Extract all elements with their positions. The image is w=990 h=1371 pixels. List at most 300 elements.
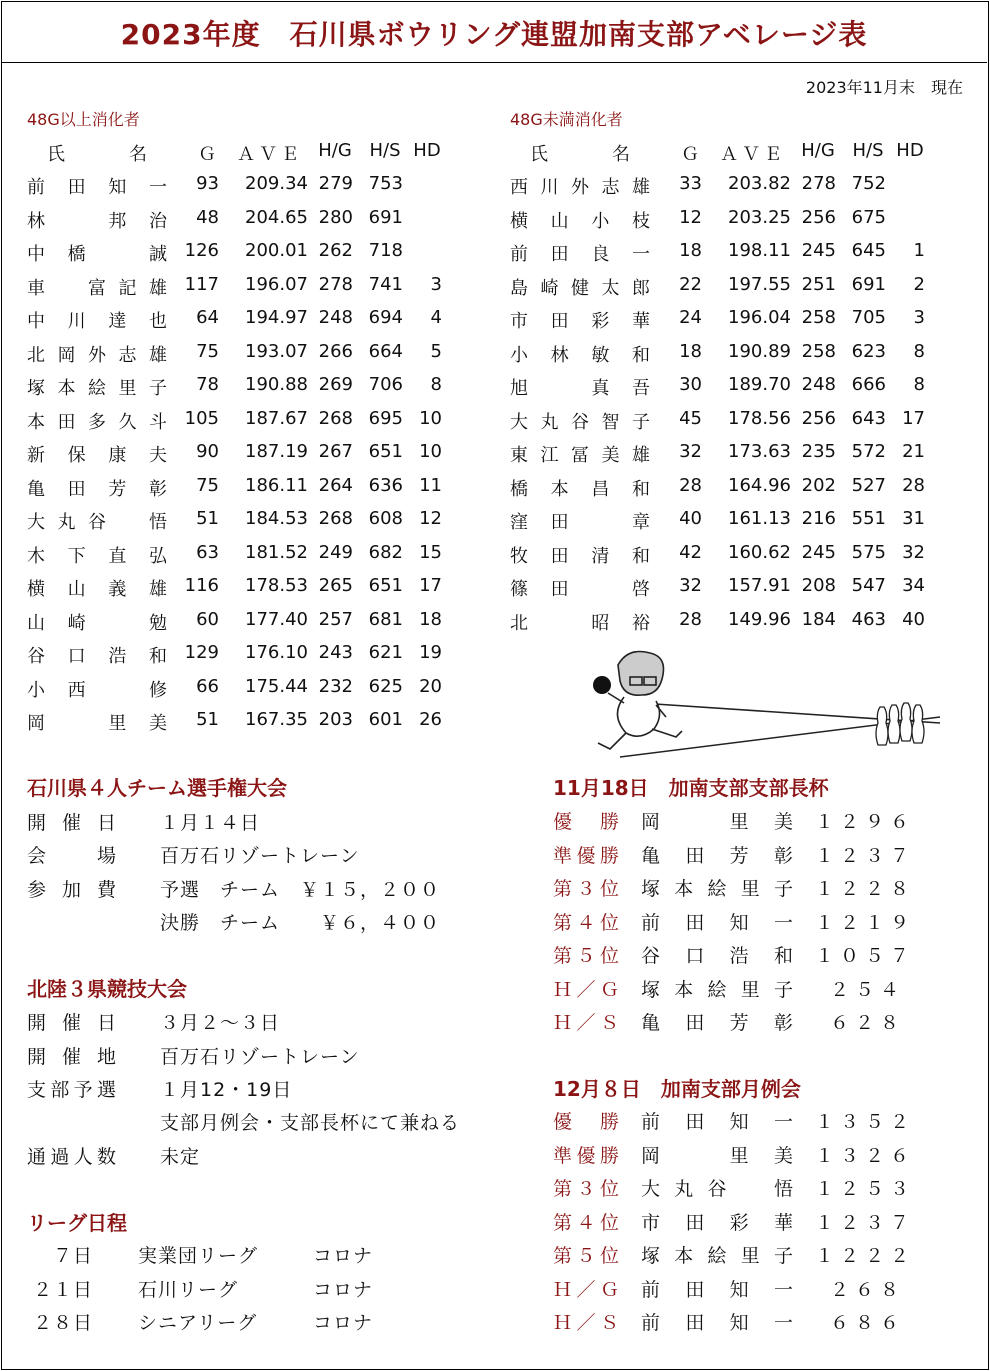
league-name: シニアリーグ	[138, 1312, 258, 1334]
result-score: １０５７	[815, 945, 916, 967]
title-bar	[1, 1, 987, 63]
result-name: 谷口浩和	[641, 945, 793, 967]
result-row	[553, 1241, 916, 1271]
high-game: 268	[318, 407, 353, 429]
games: 28	[679, 474, 702, 496]
table-header	[27, 140, 447, 173]
player-name: 北 昭裕	[510, 612, 650, 634]
header-hg: H/G	[318, 140, 352, 161]
high-game: 208	[801, 575, 836, 596]
result-name: 前田知一	[641, 1312, 793, 1334]
table-row	[510, 240, 930, 274]
high-game: 269	[318, 374, 353, 395]
handicap: 12	[419, 508, 442, 529]
hokuriku-date: ３月２～３日	[160, 1012, 281, 1034]
result-rank: 準優勝	[553, 1144, 619, 1167]
result-name: 前田知一	[641, 911, 793, 934]
high-series: 572	[851, 441, 886, 462]
average: 175.44	[245, 675, 308, 697]
player-name: 市田彩華	[510, 311, 650, 332]
hokuriku-date-label: 開催日	[27, 1012, 117, 1034]
high-series: 706	[368, 374, 403, 395]
high-series: 608	[368, 508, 403, 529]
average: 194.97	[245, 307, 308, 328]
games: 64	[196, 307, 219, 328]
team-fee-final: 決勝 チーム ￥６，４００	[160, 912, 441, 934]
high-game: 248	[801, 374, 836, 395]
average: 196.04	[728, 307, 791, 328]
games: 126	[184, 240, 219, 261]
high-series: 718	[368, 240, 403, 261]
high-series: 527	[851, 474, 886, 496]
header-hs: H/S	[369, 140, 401, 161]
player-name: 大丸谷 悟	[27, 512, 167, 533]
high-game: 258	[801, 340, 836, 362]
player-name: 新保康夫	[27, 445, 167, 466]
header-hd: HD	[413, 140, 441, 161]
team-fee-prelim: 予選 チーム ￥１５，２００	[160, 879, 441, 901]
table-header	[510, 140, 930, 173]
player-name: 島崎健太郎	[510, 277, 650, 299]
bowling-ball-icon	[593, 676, 611, 694]
high-series: 681	[368, 608, 403, 630]
hokuriku-venue-label: 開催地	[27, 1046, 117, 1068]
high-game: 256	[801, 206, 836, 228]
player-name: 岡 里美	[27, 713, 167, 734]
handicap: 21	[902, 441, 925, 462]
league-day: ２８日	[32, 1312, 93, 1334]
average: 190.89	[728, 340, 791, 362]
header-ave: ＡＶＥ	[720, 144, 786, 165]
handicap: 31	[902, 508, 925, 529]
table-row	[27, 676, 447, 710]
result-rank: 優勝	[553, 1111, 619, 1133]
result-row	[553, 1008, 913, 1038]
games: 78	[196, 374, 219, 395]
handicap: 17	[419, 575, 442, 596]
high-series: 651	[368, 575, 403, 596]
average: 187.67	[245, 407, 308, 429]
result-row	[553, 1107, 916, 1137]
high-series: 666	[851, 374, 886, 395]
average: 177.40	[245, 608, 308, 630]
handicap: 11	[419, 474, 442, 496]
average: 197.55	[728, 273, 791, 295]
high-game: 248	[318, 307, 353, 328]
high-series: 625	[368, 675, 403, 697]
table-row	[27, 173, 447, 207]
average: 187.19	[245, 441, 308, 462]
result-rank: 第５位	[553, 1245, 619, 1267]
league-name: 石川リーグ	[138, 1278, 239, 1301]
player-name: 旭 真吾	[510, 378, 650, 399]
result-name: 市田彩華	[641, 1211, 793, 1234]
high-series: 682	[368, 541, 403, 563]
result-score: １２５３	[815, 1178, 916, 1200]
table-row	[510, 274, 930, 308]
high-game: 245	[801, 541, 836, 563]
result-row	[553, 1141, 916, 1171]
games: 32	[679, 575, 702, 596]
header-name: 氏 名	[530, 144, 630, 165]
average: 186.11	[245, 474, 308, 496]
player-name: 亀田芳彰	[27, 478, 167, 500]
high-game: 257	[318, 608, 353, 630]
player-name: 小林敏和	[510, 344, 650, 366]
high-game: 266	[318, 340, 353, 362]
handicap: 8	[913, 340, 925, 362]
cup-heading: 11月18日 加南支部支部長杯	[553, 776, 829, 800]
handicap: 15	[419, 541, 442, 563]
league-day: ７日	[52, 1245, 93, 1267]
result-rank: 優勝	[553, 811, 619, 833]
hokuriku-prelim: １月12・19日	[160, 1079, 293, 1101]
games: 66	[196, 675, 219, 697]
high-series: 636	[368, 474, 403, 496]
right-table-label: 48G未満消化者	[510, 110, 623, 129]
games: 12	[679, 206, 702, 228]
league-status: コロナ	[313, 1278, 374, 1301]
table-row	[510, 575, 930, 609]
high-game: 279	[318, 173, 353, 194]
player-name: 前田知一	[27, 177, 167, 198]
high-series: 623	[851, 340, 886, 362]
games: 18	[679, 240, 702, 261]
games: 22	[679, 273, 702, 295]
table-row	[27, 475, 447, 509]
table-row	[27, 207, 447, 241]
games: 105	[184, 407, 219, 429]
table-row	[27, 341, 447, 375]
games: 90	[196, 441, 219, 462]
result-score: ２６８	[829, 1278, 905, 1301]
games: 75	[196, 474, 219, 496]
result-row	[553, 1174, 916, 1204]
high-game: 256	[801, 407, 836, 429]
result-row	[553, 841, 916, 871]
player-name: 木下直弘	[27, 545, 167, 567]
table-row	[510, 307, 930, 341]
player-name: 北岡外志雄	[27, 344, 167, 366]
left-table-label: 48G以上消化者	[27, 110, 140, 129]
result-score: １３５２	[815, 1111, 916, 1133]
team-date: １月１４日	[160, 812, 261, 834]
result-score: １３２６	[815, 1144, 916, 1167]
games: 51	[196, 709, 219, 730]
handicap: 34	[902, 575, 925, 596]
league-status: コロナ	[313, 1245, 374, 1267]
average: 161.13	[728, 508, 791, 529]
high-game: 203	[318, 709, 353, 730]
result-name: 亀田芳彰	[641, 844, 793, 867]
table-row	[27, 642, 447, 676]
player-name: 東江冨美雄	[510, 445, 650, 466]
bowling-pins-icon	[876, 703, 924, 745]
handicap: 18	[419, 608, 442, 630]
player-name: 中橋 誠	[27, 244, 167, 265]
high-game: 267	[318, 441, 353, 462]
result-score: ２５４	[829, 978, 905, 1001]
high-series: 645	[851, 240, 886, 261]
player-name: 横山義雄	[27, 579, 167, 600]
player-name: 窪田 章	[510, 512, 650, 533]
table-row	[510, 374, 930, 408]
header-ave: ＡＶＥ	[237, 144, 303, 165]
average: 196.07	[245, 273, 308, 295]
high-series: 753	[368, 173, 403, 194]
player-name: 横山小枝	[510, 210, 650, 232]
games: 28	[679, 608, 702, 630]
table-row	[510, 207, 930, 241]
hokuriku-pass: 未定	[160, 1146, 201, 1168]
table-row	[27, 307, 447, 341]
average: 204.65	[245, 206, 308, 228]
average: 149.96	[728, 608, 791, 630]
result-rank: Ｈ／Ｓ	[553, 1012, 619, 1034]
high-game: 258	[801, 307, 836, 328]
average: 181.52	[245, 541, 308, 563]
high-series: 664	[368, 340, 403, 362]
high-game: 262	[318, 240, 353, 261]
high-game: 268	[318, 508, 353, 529]
result-score: １２２８	[815, 878, 916, 900]
games: 40	[679, 508, 702, 529]
average: 190.88	[245, 374, 308, 395]
handicap: 4	[430, 307, 442, 328]
high-game: 232	[318, 675, 353, 697]
average: 198.11	[728, 240, 791, 261]
table-row	[510, 475, 930, 509]
result-score: ６２８	[829, 1012, 905, 1034]
high-game: 184	[801, 608, 836, 630]
average: 178.56	[728, 407, 791, 429]
handicap: 32	[902, 541, 925, 563]
handicap: 3	[913, 307, 925, 328]
result-rank: 第４位	[553, 1211, 619, 1234]
player-name: 篠田 啓	[510, 579, 650, 600]
player-name: 塚本絵里子	[27, 378, 167, 399]
handicap: 1	[913, 240, 925, 261]
high-game: 251	[801, 273, 836, 295]
result-name: 前田知一	[641, 1278, 793, 1301]
result-score: １２９６	[815, 811, 916, 833]
games: 117	[184, 273, 219, 295]
result-row	[553, 1275, 913, 1305]
page-title: 2023年度 石川県ボウリング連盟加南支部アベレージ表	[120, 18, 868, 51]
average: 176.10	[245, 642, 308, 663]
high-game: 280	[318, 206, 353, 228]
player-name: 橋本昌和	[510, 478, 650, 500]
games: 42	[679, 541, 702, 563]
table-row	[27, 508, 447, 542]
result-score: ６８６	[829, 1312, 905, 1334]
result-score: １２２２	[815, 1245, 916, 1267]
high-series: 694	[368, 307, 403, 328]
average: 178.53	[245, 575, 308, 596]
result-rank: Ｈ／Ｓ	[553, 1312, 619, 1334]
hokuriku-venue: 百万石リゾートレーン	[160, 1046, 360, 1068]
average: 157.91	[728, 575, 791, 596]
games: 63	[196, 541, 219, 563]
games: 33	[679, 173, 702, 194]
result-row	[553, 874, 916, 904]
high-series: 695	[368, 407, 403, 429]
high-game: 245	[801, 240, 836, 261]
handicap: 28	[902, 474, 925, 496]
player-name: 小西 修	[27, 679, 167, 701]
table-row	[27, 709, 447, 743]
average: 200.01	[245, 240, 308, 261]
high-game: 278	[318, 273, 353, 295]
result-score: １２１９	[815, 911, 916, 934]
handicap: 17	[902, 407, 925, 429]
handicap: 20	[419, 675, 442, 697]
table-row	[510, 341, 930, 375]
high-game: 243	[318, 642, 353, 663]
high-series: 547	[851, 575, 886, 596]
games: 30	[679, 374, 702, 395]
games: 18	[679, 340, 702, 362]
header-g: Ｇ	[198, 144, 216, 165]
average: 193.07	[245, 340, 308, 362]
hokuriku-heading: 北陸３県競技大会	[27, 977, 187, 1001]
average: 189.70	[728, 374, 791, 395]
result-row	[553, 807, 916, 837]
high-series: 705	[851, 307, 886, 328]
player-name: 本田多久斗	[27, 411, 167, 433]
result-rank: Ｈ／Ｇ	[553, 1278, 619, 1301]
average: 184.53	[245, 508, 308, 529]
result-row	[553, 975, 913, 1005]
high-series: 575	[851, 541, 886, 563]
table-row	[510, 173, 930, 207]
high-series: 601	[368, 709, 403, 730]
bowler-illustration	[580, 645, 950, 770]
table-row	[27, 441, 447, 475]
team-event-heading: 石川県４人チーム選手権大会	[27, 776, 287, 800]
average: 160.62	[728, 541, 791, 563]
table-row	[510, 609, 930, 643]
high-series: 752	[851, 173, 886, 194]
hokuriku-pass-label: 通過人数	[27, 1146, 117, 1168]
player-name: 中川達也	[27, 311, 167, 332]
league-heading: リーグ日程	[27, 1211, 127, 1235]
header-hd: HD	[896, 140, 924, 161]
result-rank: 準優勝	[553, 844, 619, 867]
result-name: 亀田芳彰	[641, 1012, 793, 1034]
player-name: 前田良一	[510, 244, 650, 265]
handicap: 3	[430, 273, 442, 295]
header-hg: H/G	[801, 140, 835, 161]
result-name: 岡 里美	[641, 811, 793, 833]
header-name: 氏 名	[47, 144, 147, 165]
games: 48	[196, 206, 219, 228]
hokuriku-prelim-label: 支部予選	[27, 1079, 117, 1101]
player-name: 山崎 勉	[27, 612, 167, 634]
games: 129	[184, 642, 219, 663]
average: 167.35	[245, 709, 308, 730]
high-series: 675	[851, 206, 886, 228]
table-row	[27, 542, 447, 576]
player-name: 西川外志雄	[510, 177, 650, 198]
handicap: 8	[430, 374, 442, 395]
games: 93	[196, 173, 219, 194]
player-name: 大丸谷智子	[510, 411, 650, 433]
team-venue-label: 会 場	[27, 845, 117, 867]
result-name: 大丸谷 悟	[641, 1178, 793, 1200]
high-game: 249	[318, 541, 353, 563]
high-series: 463	[851, 608, 886, 630]
average-table-48g-under	[510, 140, 930, 642]
result-rank: 第５位	[553, 945, 619, 967]
team-date-label: 開催日	[27, 812, 117, 834]
result-rank: Ｈ／Ｇ	[553, 978, 619, 1001]
handicap: 10	[419, 407, 442, 429]
result-score: １２３７	[815, 844, 916, 867]
team-venue: 百万石リゾートレーン	[160, 845, 360, 867]
high-game: 216	[801, 508, 836, 529]
high-series: 621	[368, 642, 403, 663]
result-row	[553, 941, 916, 971]
high-game: 278	[801, 173, 836, 194]
average: 164.96	[728, 474, 791, 496]
handicap: 5	[430, 340, 442, 362]
high-series: 741	[368, 273, 403, 295]
team-fee-label: 参加費	[27, 879, 117, 901]
result-name: 前田知一	[641, 1111, 793, 1133]
result-row	[553, 1208, 916, 1238]
result-row	[553, 908, 916, 938]
result-name: 岡 里美	[641, 1144, 793, 1167]
result-rank: 第４位	[553, 911, 619, 934]
result-row	[553, 1308, 913, 1338]
table-row	[510, 441, 930, 475]
high-series: 651	[368, 441, 403, 462]
high-series: 551	[851, 508, 886, 529]
monthly-heading: 12月８日 加南支部月例会	[553, 1077, 801, 1101]
handicap: 2	[913, 273, 925, 295]
table-row	[510, 542, 930, 576]
player-name: 車 富記雄	[27, 277, 167, 299]
league-name: 実業団リーグ	[138, 1245, 259, 1267]
games: 116	[184, 575, 219, 596]
result-name: 塚本絵里子	[641, 878, 793, 900]
high-game: 265	[318, 575, 353, 596]
high-series: 643	[851, 407, 886, 429]
result-score: １２３７	[815, 1211, 916, 1234]
games: 60	[196, 608, 219, 630]
handicap: 10	[419, 441, 442, 462]
high-series: 691	[368, 206, 403, 228]
header-hs: H/S	[852, 140, 884, 161]
header-g: Ｇ	[681, 144, 699, 165]
league-day: ２１日	[32, 1278, 93, 1301]
average-table-48g-over	[27, 140, 447, 743]
table-row	[27, 408, 447, 442]
handicap: 40	[902, 608, 925, 630]
average: 203.25	[728, 206, 791, 228]
table-row	[27, 374, 447, 408]
high-game: 202	[801, 474, 836, 496]
player-name: 谷口浩和	[27, 646, 167, 667]
as-of-date: 2023年11月末 現在	[805, 78, 963, 97]
table-row	[27, 240, 447, 274]
games: 32	[679, 441, 702, 462]
table-row	[510, 408, 930, 442]
table-row	[27, 609, 447, 643]
games: 45	[679, 407, 702, 429]
result-name: 塚本絵里子	[641, 1245, 793, 1267]
